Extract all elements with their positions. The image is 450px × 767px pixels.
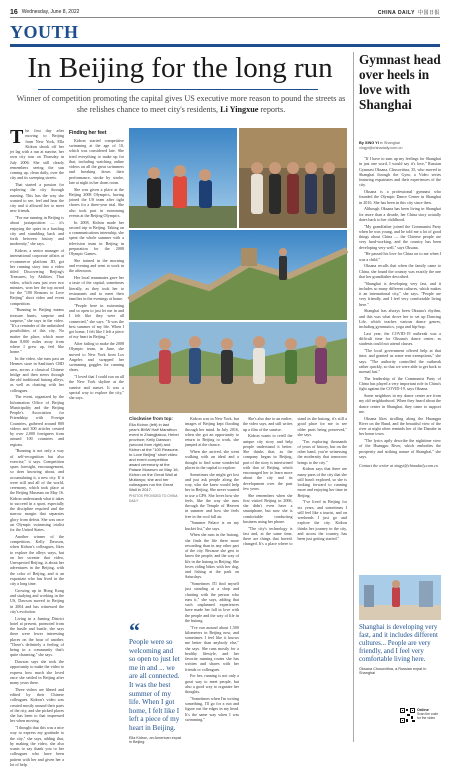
article-paragraph: Oksana is a professional gymnast who founded the Olympic Dance Center in Shanghai in 2016. She has been in this city since then.: [359, 189, 441, 205]
article-column-1: [10, 126, 64, 767]
sidebar-photo: [359, 575, 441, 620]
article-column-4: [243, 416, 347, 701]
section-subhead: Finding her feet: [69, 130, 107, 136]
article-paragraph: Oksana likes strolling along the Huangpu River on the Bund, and the beautiful view of the river at night often reminds her of the Danube in her home town.: [359, 415, 441, 437]
deck-author: Li Yingxue: [220, 104, 259, 114]
article-paragraph: She was given a place at the Beijing 2008 Olympics, having joined the US team after tight chores for a three-year trial. She also took part in swimming events at the Beijing Olympics.: [69, 186, 124, 218]
article-paragraph: Growing up in Hong Kong and studying and working in the US, Dawson moved to Beijing in 2004 and has witnessed the city's evolution.: [10, 587, 64, 614]
article-title: In Beijing for the long run: [27, 52, 333, 84]
article-paragraph: "I've run around about 1,500 kilometers in Beijing now, and sometimes I feel like it knows me better than anybody else," she says. She runs mostly for a healthy lifestyle, and her favorite running routes she has written and shares with her friends or colleagues.: [185, 624, 239, 672]
article-paragraph: That started a passion for exploring the city through running. This has the way she wanted to see, feel and hear the city and it allowed her to meet new friends.: [10, 182, 64, 214]
deck-end: reports.: [260, 104, 286, 114]
issue-date: Wednesday, June 8, 2022: [21, 9, 80, 15]
pull-quote-author: Ella Kidron, an American expat in Beijing: [129, 735, 181, 744]
brand-name-cn: 中国日报: [417, 9, 440, 16]
deck-text: Winner of competition promoting the capital gives US executive more reason to pound the streets as she relishes chance to meet city's residents,: [16, 94, 346, 114]
article-paragraph: "Sometimes when I'm writing something, I'll go for a run and figure out the edges in my head. It's the same way when I was swimming.": [185, 695, 239, 722]
qr-caption: [417, 708, 442, 720]
article-paragraph: "Running is not only a way of self-recognition but also exercise," it says. Competition spurs foresight, encouragement, so does knowing about, and accumulating it, a new city. If it were still and all of the world, ceremony, which took place at the Beijing Museum on May 16. Kidron understands what it takes to succeed in a sport, especially the discipline required and the narrow margin that separates glory from defeat. She was once an Olympic swimming trialist for the United States.: [10, 448, 64, 532]
article-paragraph: Although Oksana has been living in Shanghai for more than a decade, her China story actually dates back to her childhood.: [359, 206, 441, 222]
qr-code-icon[interactable]: [400, 708, 415, 723]
article-paragraph: Kidron was in New York, but images of Beijing kept flooding through her mind. In July 2016, when she got an opportunity to return to Beijing to work, she jumped at the chance.: [185, 416, 239, 448]
sidebar-title: Gymnast head over heels in love with Shanghai: [359, 52, 441, 112]
byline-email: xingyi@chinadaily.com.cn: [359, 145, 403, 150]
article-paragraph: Her local teammates gave her a taste of the capital, sometimes literally, as they took her to restaurants and to meet their families in the evenings at home.: [69, 275, 124, 301]
qr-text: Scan the code for the video: [417, 712, 439, 720]
article-paragraph: "People here in swimming and so open to just let me in and I felt like they were all connected," she says. "It was the best summer of my life. When I got home, I felt like I left a piece of my heart in Beijing.": [69, 302, 124, 340]
quote-mark: “: [129, 618, 140, 643]
article-paragraph: "Summer Palace is on my bucket list," she says.: [185, 520, 239, 531]
article-paragraph: "The local government offered help at that time, and granted us some rent exemptions," she says. "The authority controlled the outbreak rather quickly, so that we were able to get back to normal fast.": [359, 348, 441, 374]
article-paragraph: Sometimes she might get lost and just ask people along the way, who she knew would help her in Beijing. She never wanted to use a GPS. She loves how she feels, like the way she runs through the Temple of Heaven in summer and how she feels free in the cool fall air.: [185, 471, 239, 519]
article-paragraph: The event, organized by the Information Office of Beijing Municipality and the Beijing People's Association for Friendship with Foreign Countries, gathered around 800 videos and 300 articles created by over 2,000 foreigners from around 100 countries and regions.: [10, 394, 64, 447]
sidebar-quote-author: Oksana Chusovitina, a Russian expat in Shanghai: [359, 667, 427, 676]
article-paragraph: Another winner of the competition, Kelly Dawson, when Kidron's colleagues, likes to explore the alleys ways, but on her sweater that video, Unexpected Beijing, is about her adventures in the Beijing, with the color of Beijing, and is an expatriate who has lived in the city a long time.: [10, 533, 64, 586]
page-number: 16: [10, 8, 18, 16]
article-paragraph: She's also due to an earlier, the video says, and still writes up a film of the sunrise.: [243, 416, 293, 432]
article-paragraph: Some neighbors in my dance center are from my old neighborhood. When they heard about the dance center in Shanghai, they came to support me.: [359, 393, 441, 414]
title-rule: [38, 89, 318, 90]
section-bar: [10, 44, 440, 47]
article-paragraph: "I'm exploring thousands of years of history, but on the other hand, you're witnessing the modernity that tomorrow brings to the city.": [297, 438, 347, 465]
article-paragraph: Kidron, a senior manager of international corporate affairs at e-commerce platform JD, got her running story into a video titled Discovering Beijing's Treasures, by Abilities. That video, which runs just over two minutes, won her the top award for the "100 Reasons to Love Beijing" short video and event competition.: [10, 248, 64, 306]
article-paragraph: "If I have to sum up my feelings for Shanghai in just one word, I would say it's love," Russian Gymnast Oksana, Chusovitina, 35, who moved to Shanghai through the Gym, a Video series featuring expatriates and their experiences of the city.: [359, 156, 441, 188]
article-deck: [14, 94, 348, 115]
contact-line: Contact the writer at xingyi@chinadaily.com.cn: [359, 463, 438, 468]
brand-name: CHINA DAILY 中国日报: [377, 9, 440, 16]
article-paragraph: "I loved that I could run on all the New York skyline at the sunrise and sunset. It was a special way to explore the city," she says.: [69, 374, 124, 400]
article-paragraph: The leadership of the Communist Party of China has played a very important role in China's fight against the COVID-19, says Oksana.: [359, 375, 441, 392]
article-paragraph: "I thought that this was a nice way to express my gratitude to the city," she says, adding that, by making the video, she also wants to say thank you to her colleagues who have been patient with her and given her a lot of help.: [10, 725, 64, 767]
sidebar-quote-text: Shanghai is developing very fast, and it includes different cultures... People are very friendly, and I feel very comfortable living here.: [359, 624, 438, 664]
article-paragraph: "I've lived in Beijing for six years, and sometimes I still feel like a tourist, and on weekends I just go and explore the city. Kidron thinks her journey in the city, and across the country, has been just getting started.": [297, 499, 347, 541]
article-paragraph: "My grandfather joined the Communist Party when he was young, and he told me a lot of good things about China — the Chinese people are very hard-working, and the country has been developing very well," says Oksana.: [359, 223, 441, 250]
pull-quote: [129, 618, 181, 744]
article-paragraph: Last year, the COVID-19 outbreak was a difficult time for Oksana's dance center, as students could not attend classes.: [359, 330, 441, 347]
article-paragraph: Shanghai has always been Oksana's rhythm, and this was what drove her to set up Dancing Life, which teaches various dance genres, including gymnastics, yoga and hip-hop.: [359, 308, 441, 329]
article-paragraph: For her, running is not only a great way to meet people, but also a good way to organize her thoughts.: [185, 673, 239, 694]
qr-title: Online: [417, 708, 429, 712]
article-paragraph: Living in a Juming District hotel at present, promoted from the hustle and bustle, she says there were fewer interesting places on the hour of another. "There's definitely a feeling of being in a community that's quite charming," she says.: [10, 615, 64, 658]
first-paragraph: The first day after moving to Beijing from New York, Ella Kidron shook off her jet lag with a run at sunrise, her own city tour on Thursday in July 2006. She still clearly remembers seeing the sun coming up, clean daily, over the city and its sweeping streets.: [10, 126, 64, 181]
article-paragraph: After failing to make the 2008 Olympic team, in June, she moved to New York from Los Angeles and swapped her swimming goggles for running shoes.: [69, 341, 124, 373]
drop-cap: T: [10, 126, 24, 148]
article-paragraph: Three videos are filmed and edited by their Chinese colleagues. Kidron's video was created mostly around their parts of the city, and she picked places she has been to that impressed her when moving.: [10, 686, 64, 724]
qr-block[interactable]: [400, 708, 442, 723]
caption-title: Clockwise from top:: [129, 416, 173, 421]
sidebar-photo-art: [359, 575, 441, 620]
article-paragraph: Kidron says that there are many parts of the city that she still hasn't explored, so she is looking forward to running more and enjoying her time in Beijing.: [297, 466, 347, 498]
article-paragraph: In 2008, Kidron made her second trip to Beijing. Taking on a communications internship, she spent the whole summer with a television team in Beijing in preparation for the 2008 Olympic Games.: [69, 219, 124, 256]
article-paragraph: Kidron wants to retell the unique city story and help people understand it better. She thinks that, as the company began in Beijing, part of the story is intertwined with that of Beijing, which encouraged her to learn more about the city and its development over the past few years.: [243, 433, 293, 491]
article-paragraph: "Sometimes I'll find myself just standing at a shop and chatting with the person who runs it," she says, adding that such unplanned experiences have made her fall in love with the people and the way of life in the hutong.: [185, 581, 239, 623]
article-column-2: [69, 128, 124, 742]
article-paragraph: When she arrived, she went walking with an ideal and a thought to find some wonderful places in the capital to explore.: [185, 449, 239, 470]
article-paragraph: In the video, she runs past an Hermes store in Sanlitun's CBD area, across a classical Chinese bridge and then steers through the old traditional hutong alleys, as well as chatting with her colleagues.: [10, 356, 64, 393]
article-paragraph: She remembers when she first visited Beijing in 2006, she didn't even have a smartphone, but now she is comfortable conducting business using her phone.: [243, 492, 293, 524]
byline-author: By XING YI: [359, 141, 379, 145]
section-label: YOUTH: [10, 22, 79, 42]
article-paragraph: Dawson says she took the opportunity to make the video to express how much she loved once she settled in Beijing after many years there.: [10, 659, 64, 685]
article-paragraph: "The city's technology is fast and, at the same time, there are things that haven't changed. It's a place where to stand in the hutong, it's still a good place for me to see older parts being preserved," she says.: [243, 416, 347, 547]
photo-collage: [129, 128, 347, 413]
article-paragraph: "For me running in Beijing is about juxtaposition — it's enjoying the quiet in a bustling city and stumbling back and forth between history and modernity," she says.: [10, 215, 64, 247]
article-paragraph: Kidron started competitive swimming at the age of 10, which was considered late. She tried everything to make up for that, including watching online videos on all the great swimmers and breaking down their performance, stroke by stroke, late at night in her dorm room.: [69, 137, 124, 185]
article-paragraph: She trained in the morning and evening and went to work in the afternoon.: [69, 257, 124, 274]
article-paragraph: "Running in Beijing means treasure hunts, surprise and surprise," she says in the video. "It's a reminder of the unfinished possibilities of this city. No matter the place, which more than 8,000 miles away from where I grew up, feel like home.": [10, 307, 64, 355]
caption-credit: PHOTOS PROVIDED TO CHINA DAILY: [129, 493, 178, 503]
caption-text: Ella Kidron (left) in last year's BMW Half Marathon event in Zhangjiakou, Hebei province; Kelly Dawson (second from right) and Kidron at the "100 Reasons to Love Beijing" short video and event competition award ceremony at the Palace Museum on May 16; Kidron on the Great Wall at Mutianyu; she and her colleagues run the Great Wall in 2017.: [129, 422, 179, 492]
sidebar-byline: [359, 141, 441, 151]
article-paragraph: Oksana recalls that when the family came to China, she found the country was exactly the one that her grandfather described.: [359, 263, 441, 279]
sidebar-body: [359, 156, 441, 576]
byline-location: in Shanghai: [379, 141, 400, 145]
photo-collage-art: [129, 128, 347, 413]
article-paragraph: "The lyrics aptly describe the nighttime view of the Huangpu River, which embodies the prosperity and striking nature of Shanghai," she says.: [359, 438, 441, 459]
sidebar-pull-quote: [359, 624, 441, 675]
header-rule: [10, 17, 440, 18]
article-column-3: [185, 416, 239, 722]
column-divider: [353, 52, 354, 742]
photo-caption: [129, 416, 179, 504]
article-paragraph: "Shanghai is developing very fast, and it includes so many different cultures, which makes it an international city," she says. "People are very friendly, and I feel very comfortable living here.": [359, 280, 441, 307]
article-paragraph: "He passed his love for China on to me when I was a child.": [359, 251, 441, 262]
article-paragraph: When she runs in the hutong, she finds the life there more rewarding than in any other part of the city. Because she gets to know the people, and the way of life in the hutong in Beijing. She loves riding bikes with her dog, and fishing at the park on Saturdays.: [185, 532, 239, 580]
pull-quote-text: People were so welcoming and so open to just let me in and ... we are all connected. It was the best summer of my life. When I got home, I felt like I left a piece of my heart in Beijing.: [129, 638, 180, 732]
